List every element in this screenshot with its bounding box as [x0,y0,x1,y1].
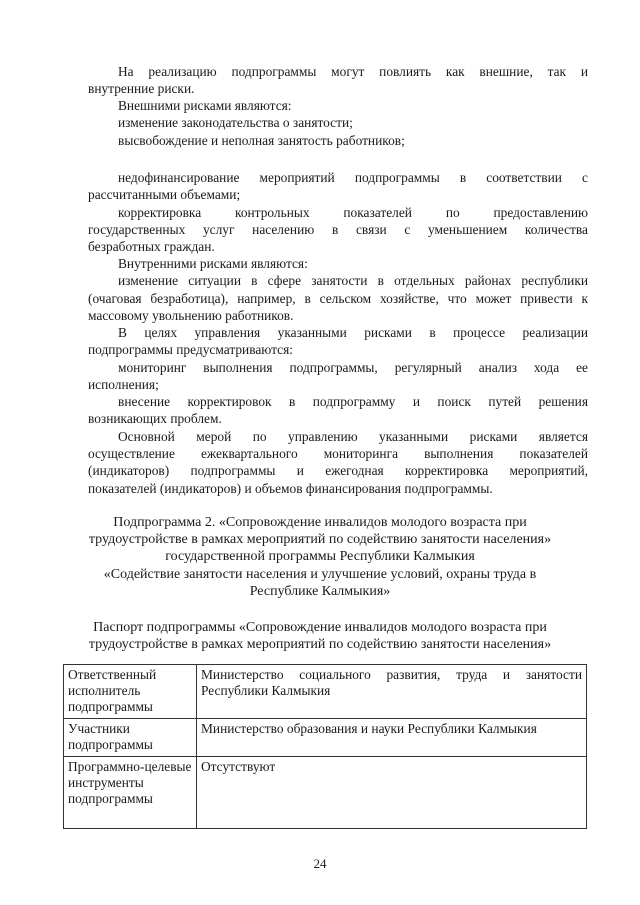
paragraph-line: массовому увольнению работников. [88,308,294,323]
subprogram-heading-line: трудоустройстве в рамках мероприятий по содействию занятости населения» [88,532,552,547]
paragraph-line: исполнения; [88,377,159,392]
paragraph-line: возникающих проблем. [88,411,222,426]
paragraph-line: Основной мерой по управлению указанными рисками является [118,429,588,444]
subprogram-heading-line: Подпрограмма 2. «Сопровождение инвалидов молодого возраста при [113,515,527,530]
subprogram-heading-line: «Содействие занятости населения и улучшение условий, охраны труда в [103,567,537,582]
passport-heading-line: Паспорт подпрограммы «Сопровождение инвалидов молодого возраста при [93,620,547,635]
table-cell-value: Министерство образования и науки Республики Калмыкия [197,719,587,757]
paragraph-line: внутренние риски. [88,81,195,96]
paragraph-line: Внешними рисками являются: [118,98,292,113]
paragraph-line: недофинансирование мероприятий подпрограммы в соответствии с [118,170,588,185]
table-row [64,719,587,757]
paragraph-line: В целях управления указанными рисками в процессе реализации [118,325,588,340]
table-cell-key: Участники подпрограммы [64,719,197,757]
subprogram-heading-line: Республике Калмыкия» [249,584,391,599]
paragraph-line: На реализацию подпрограммы могут повлиять как внешние, так и [118,64,588,79]
subprogram-heading-line: государственной программы Республики Калмыкия [165,549,475,564]
table-cell-key: Ответственный исполнитель подпрограммы [64,665,197,719]
paragraph-line: государственных услуг населению в связи с уменьшением количества [88,222,588,237]
paragraph-line: изменение ситуации в сфере занятости в отдельных районах республики [118,273,588,288]
page-number: 24 [313,856,327,871]
paragraph-line: корректировка контрольных показателей по предоставлению [118,205,588,220]
passport-heading-line: трудоустройстве в рамках мероприятий по содействию занятости населения» [88,637,552,652]
table-cell-value: Министерство социального развития, труда и занятости Республики Калмыкия [197,665,587,719]
table-row [64,665,587,719]
paragraph-line: Внутренними рисками являются: [118,256,308,271]
paragraph-line: высвобождение и неполная занятость работников; [118,133,405,148]
paragraph-line: безработных граждан. [88,239,215,254]
table-cell-key: Программно-целевые инструменты подпрограммы [64,757,197,829]
paragraph-line: (очаговая безработица), например, в сельском хозяйстве, что может привести к [88,291,588,306]
paragraph-line: изменение законодательства о занятости; [118,115,353,130]
paragraph-line: подпрограммы предусматриваются: [88,342,293,357]
paragraph-line: (индикаторов) подпрограммы и ежегодная корректировка мероприятий, [88,463,588,478]
paragraph-line: показателей (индикаторов) и объемов финансирования подпрограммы. [88,481,493,496]
paragraph-line: мониторинг выполнения подпрограммы, регулярный анализ хода ее [118,360,588,375]
passport-table [63,664,587,829]
table-row [64,757,587,829]
paragraph-line: осуществление ежеквартального мониторинга выполнения показателей [88,446,588,461]
table-cell-value: Отсутствуют [197,757,587,829]
paragraph-line: внесение корректировок в подпрограмму и поиск путей решения [118,394,588,409]
paragraph-line: рассчитанными объемами; [88,187,241,202]
